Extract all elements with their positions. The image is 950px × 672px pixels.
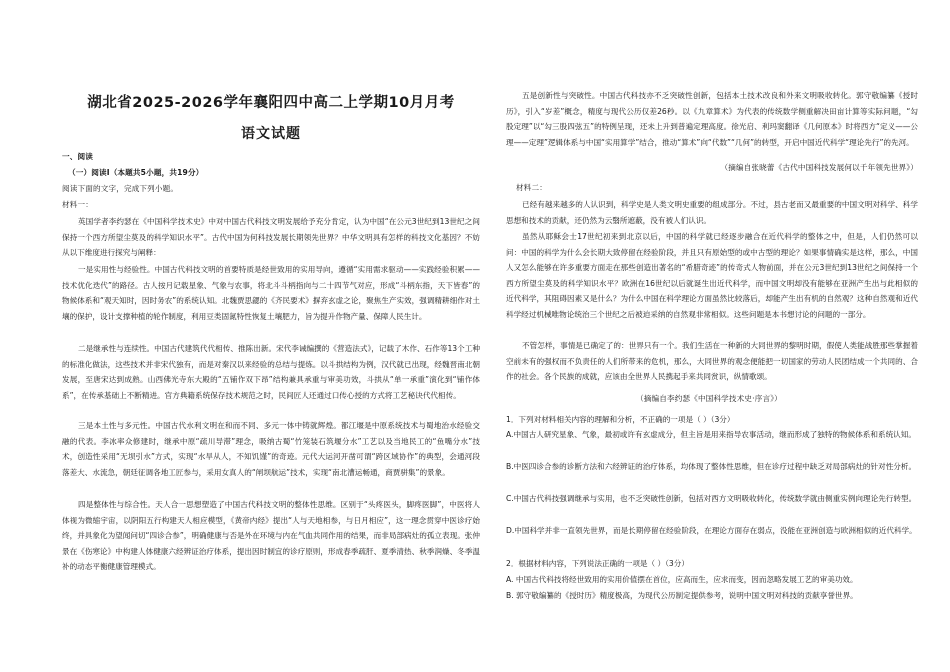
question-1-option-d: D.中国科学并非一直领先世界，而是长期停留在经验阶段，在理论方面存在弱点，没能在亚洲创造与欧洲相似的近代科学。 xyxy=(506,526,917,535)
material2-paragraph-2: 虽然从耶稣会士17世纪初来到北京以后，中国的科学就已经逐步融合在近代科学的整体之中，但是，人们仍然可以问：中国的科学为什么会长期大致停留在经验阶段，并且只有原始型的或中古型的理论？如果事情确实是这样，那么，中国人又怎么能够在许多重要方面走在那些创造出著名的“希腊奇迹”的传奇式人物前面，并在公元3世纪到13世纪之间保持一个西方所望尘莫及的科学知识水平？欧洲在16世纪以后就诞生出近代科学，而中国文明却没有能够在亚洲产生出与此相似的近代科学，其阻碍因素又是什么？为什么中国在科学理论方面虽然比较落后，却能产生出有机的自然观？这种自然观和近代科学经过机械唯物论统治三个世纪之后被迫采纳的自然观非常相似。这些问题是本书想讨论的问题的一部分。 xyxy=(506,232,918,319)
exam-title: 湖北省2025-2026学年襄阳四中高二上学期10月月考 xyxy=(87,95,455,111)
material2-source: （摘编自李约瑟《中国科学技术史·序言》） xyxy=(636,394,782,403)
material1-label: 材料一： xyxy=(62,200,93,209)
question-1-option-b: B.中医四诊合参的诊断方法和六经辨证的治疗体系，均体现了整体性思维，但在诊疗过程中缺乏对局部病灶的针对性分析。 xyxy=(506,462,917,471)
material1-paragraph-3: 二是继承性与连续性。中国古代建筑代代相传、推陈出新。宋代李诫编撰的《营造法式》，记载了木作、石作等13个工种的标准化做法，这些技术并非宋代独有，而是对秦汉以来经验的总结与提炼。以斗拱结构为例，汉代就已出现，经魏晋南北朝发展，至唐宋达到成熟。山西佛光寺东大殿的“五铺作双下昂”结构兼具承重与审美功效，斗拱从“单一承重”演化到“铺作体系”，在传承基础上不断精进。官方典籍系统保存技术规范之时，民间匠人还通过口传心授的方式将工艺秘诀代代相传。 xyxy=(62,344,480,400)
material1-paragraph-6: 五是创新性与突破性。中国古代科技亦不乏突破性创新，包括本土技术改良和外来文明吸收转化。郭守敬编纂《授时历》，引入“岁差”概念，精度与现代公历仅差26秒。以《九章算术》为代表的传统数学侧重解决田亩计算等实际问题，“勾股定理”以“勾三股四弦五”的特例呈现，还未上升到普遍定理高度。徐光启、利玛窦翻译《几何原本》时将西方“定义——公理——定理”逻辑体系与中国“实用算学”结合，推动“算术”向“代数”“几何”的转型，开启中国近代科学“理论先行”的先河。 xyxy=(506,91,918,147)
question-1-option-c: C.中国古代科技强调继承与实用，也不乏突破性创新，包括对西方文明吸收转化，传统数学就由侧重实例向理论先行转型。 xyxy=(506,494,917,503)
question-2-option-a: A. 中国古代科技将经世致用的实用价值摆在首位，应高而生，应求而变，因而忽略发展工艺的审美功效。 xyxy=(506,575,858,584)
instruction: 阅读下面的文字，完成下列小题。 xyxy=(62,184,179,193)
material1-paragraph-2: 一是实用性与经验性。中国古代科技文明的首要特质是经世致用的实用导向，遵循“实用需求驱动——实践经验积累——技术优化迭代”的路径。古人按月记载星象、气象与农事，将北斗斗柄指向与二十四节气对应，形成“斗柄东指，天下皆春”的物候体系和“观天知时，因时务农”的系统认知。北魏贾思勰的《齐民要术》摒弃玄虚之论，聚焦生产实效，强调精耕细作对土壤的保护，设计支撑种植的轮作制度，利用豆类固氮特性恢复土壤肥力，旨为提升作物产量、保障人民生计。 xyxy=(62,265,480,321)
section-heading: 一、阅读 xyxy=(62,152,93,161)
material1-paragraph-4: 三是本土性与多元性。中国古代水利文明在和而不同、多元一体中铸就辉煌。都江堰是中原系统技术与蜀地治水经验交融的代表。李冰率众修建时，继承中原“疏川导滞”理念，吸纳古蜀“竹笼装石筑堰分水”工艺以及当地民工的“鱼嘴分水”技术，创造性采用“无坝引水”方式，实现“水旱从人，不知饥馑”的奇迹。元代大运河开凿可谓“跨区域协作”的典型，会通河段落差大、水流急，朝廷征调各地工匠参与，采用女真人的“闸坝航运”技术，实现“南北漕运畅通，商贾骈集”的景象。 xyxy=(62,421,480,477)
material2-paragraph-3: 不管怎样，事情是已确定了的：世界只有一个。我们生活在一种新的大同世界的黎明时期，假使人类能战胜那些掌握着空前未有的强权而不负责任的人们所带来的危机，那么，大同世界的观念便能把一切国家的劳动人民团结成一个共同的、合作的社会。各个民族的成就，应该由全世界人民携起手来共同赏识，纵情歌颂。 xyxy=(506,341,918,382)
question-2-option-b: B. 郭守敬编纂的《授时历》精度极高，为现代公历制定提供参考，说明中国文明对科技的贡献享誉世界。 xyxy=(506,591,858,600)
question-1-stem: 1．下列对材料相关内容的理解和分析，不正确的一项是（ ）（3分） xyxy=(506,415,735,424)
material1-source: （摘编自张晓蕾《古代中国科技发展何以千年领先世界》） xyxy=(720,163,918,172)
exam-subtitle: 语文试题 xyxy=(241,126,301,142)
question-2-stem: 2．根据材料内容，下列说法正确的一项是（ ）（3分） xyxy=(506,559,689,568)
material1-paragraph-1: 英国学者李约瑟在《中国科学技术史》中对中国古代科技文明发展给予充分肯定，认为中国“在公元3世纪到13世纪之间保持一个西方所望尘莫及的科学知识水平”。古代中国为何科技发展长期领先世界？中华文明具有怎样的科技文化基因？不妨从以下维度进行探究与阐释： xyxy=(62,217,480,258)
material2-label: 材料二： xyxy=(516,183,547,192)
sub-heading: （一）阅读Ⅰ（本题共5小题，共19分） xyxy=(68,168,204,177)
material1-paragraph-5: 四是整体性与综合性。天人合一思想塑造了中国古代科技文明的整体性思维。区别于“头疼医头，脚疼医脚”，中医将人体视为微缩宇宙，以阴阳五行构建天人相应模型，《黄帝内经》提出“人与天地相参，与日月相应”，这一理念贯穿中医诊疗始终，并具象化为望闻问切“四诊合参”，明确健康与否是外在环境与内在气血共同作用的结果，而非局部病灶的孤立表现。张仲景在《伤寒论》中构建人体健康六经辨证治疗体系，提出因时制宜的诊疗原则，形成春季疏肝、夏季清热、秋季润燥、冬季温补的动态平衡健康管理模式。 xyxy=(62,500,480,572)
question-1-option-a: A.中国古人研究星象、气象，最初或许有玄虚成分，但主旨是用来指导农事活动，继而形成了独特的物候体系和系统认知。 xyxy=(506,430,916,439)
material2-paragraph-1: 已经有越来越多的人认识到，科学史是人类文明史重要的组成部分。不过，县古老而又最重要的中国文明对科学、科学思想和技术的贡献，还仍然为云翳所遮蔽，没有被人们认识。 xyxy=(506,200,918,225)
